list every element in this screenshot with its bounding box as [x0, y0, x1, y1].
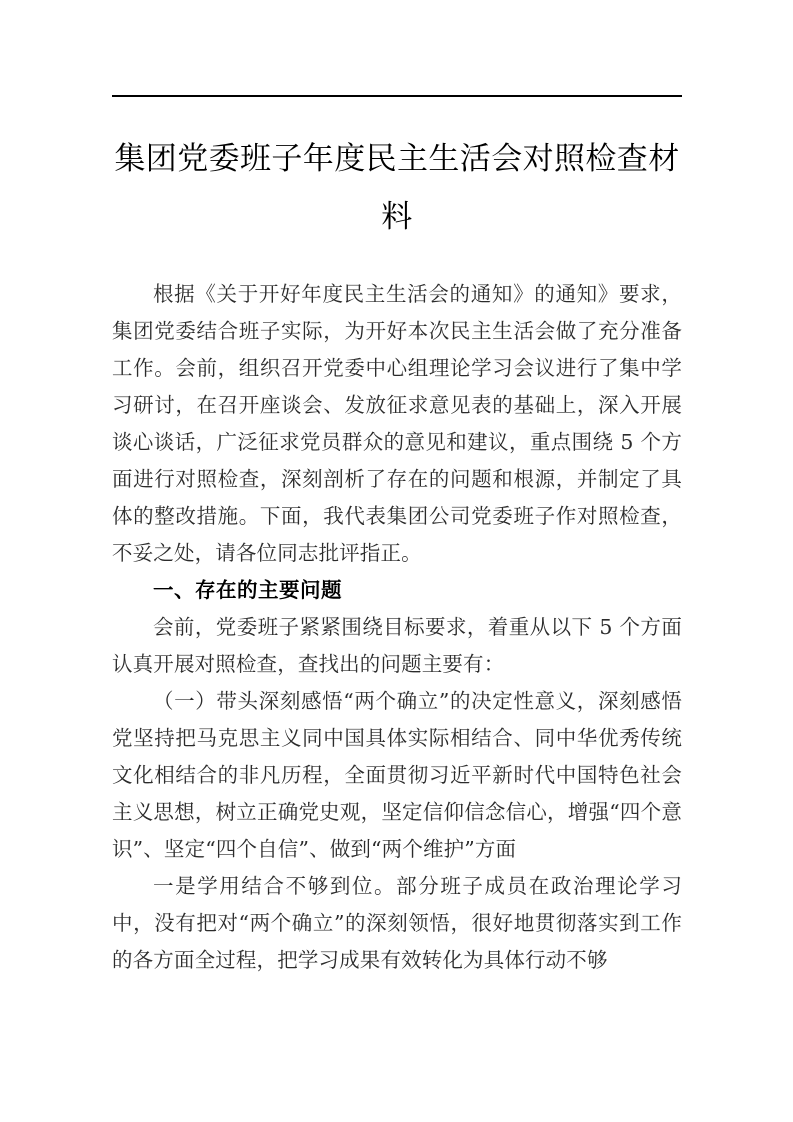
paragraph-item-one-detail-one: 一是学用结合不够到位。部分班子成员在政治理论学习中，没有把对“两个确立”的深刻领悟，很好地贯彻落实到工作的各方面全过程，把学习成果有效转化为具体行动不够 — [112, 874, 682, 972]
section-heading-main-problems: 一、存在的主要问题 — [153, 579, 342, 602]
page-title — [112, 112, 682, 246]
page-title-text: 集团党委班子年度民主生活会对照检查材料 — [114, 141, 680, 234]
paragraph-intro: 根据《关于开好年度民主生活会的通知》的通知》要求，集团党委结合班子实际，为开好本次民主生活会做了充分准备工作。会前，组织召开党委中心组理论学习会议进行了集中学习研讨，在召开座谈会、发放征求意见表的基础上，深入开展谈心谈话，广泛征求党员群众的意见和建议，重点围绕 5 个方面进行对照检查，深刻剖析了存在的问题和根源，并制定了具体的整改措施。下面，我代表集团公司党委班子作对照检查，不妥之处，请各位同志批评指正。 — [112, 282, 682, 565]
document-body — [112, 112, 682, 979]
paragraph-item-one: （一）带头深刻感悟“两个确立”的决定性意义，深刻感悟党坚持把马克思主义同中国具体实际相结合、同中华优秀传统文化相结合的非凡历程，全面贯彻习近平新时代中国特色社会主义思想，树立正确党史观，坚定信仰信念信心，增强“四个意识”、坚定“四个自信”、做到“两个维护”方面 — [112, 689, 682, 861]
header-separator-rule — [112, 95, 682, 97]
paragraph-lead: 会前，党委班子紧紧围绕目标要求，着重从以下 5 个方面认真开展对照检查，查找出的问题主要有： — [112, 615, 682, 676]
